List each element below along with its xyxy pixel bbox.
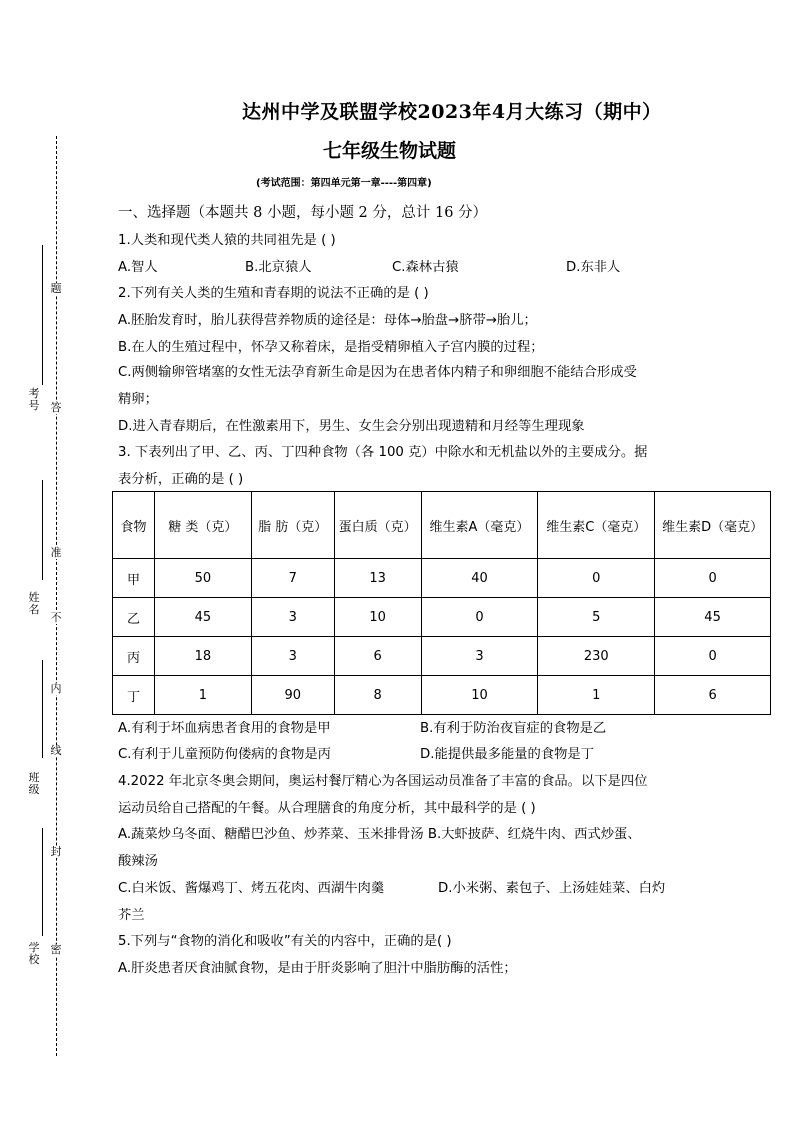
table-cell: 10 <box>421 676 538 715</box>
table-cell: 6 <box>655 676 771 715</box>
table-cell: 8 <box>334 676 421 715</box>
table-header: 维生素D（毫克） <box>655 492 771 559</box>
table-cell: 90 <box>251 676 334 715</box>
table-cell: 乙 <box>113 598 155 637</box>
q4-option-b-cont: 酸辣汤 <box>118 854 158 869</box>
table-cell: 丙 <box>113 637 155 676</box>
table-cell: 6 <box>334 637 421 676</box>
table-row <box>113 676 771 715</box>
q4-stem-cont: 运动员给自己搭配的午餐。从合理膳食的角度分析，其中最科学的是 ( ) <box>118 801 536 816</box>
table-cell: 0 <box>421 598 538 637</box>
school-underline <box>42 828 43 936</box>
label-name: 姓名 <box>28 591 40 616</box>
q5-option-a: A.肝炎患者厌食油腻食物，是由于肝炎影响了胆汁中脂肪酶的活性； <box>118 961 517 976</box>
table-cell: 1 <box>538 676 655 715</box>
table-cell: 50 <box>154 559 251 598</box>
label-exam-number: 考号 <box>28 387 40 412</box>
seal-char-mi: 密 <box>50 943 62 956</box>
seal-char-xian: 线 <box>50 744 62 757</box>
table-header: 食物 <box>113 492 155 559</box>
seal-char-ti: 题 <box>50 282 62 295</box>
table-cell: 230 <box>538 637 655 676</box>
q1-stem: 1.人类和现代类人猿的共同祖先是 ( ) <box>118 233 336 248</box>
q4-option-d-cont: 芥兰 <box>118 908 145 923</box>
q3-option-a: A.有利于坏血病患者食用的食物是甲 <box>118 721 331 736</box>
seal-char-feng: 封 <box>50 845 62 858</box>
table-cell: 0 <box>538 559 655 598</box>
q4-option-d: D.小米粥、素包子、上汤娃娃菜、白灼 <box>438 881 666 896</box>
table-cell: 7 <box>251 559 334 598</box>
exam-title: 达州中学及联盟学校2023年4月大练习（期中） <box>242 101 662 123</box>
table-header: 脂 肪（克） <box>251 492 334 559</box>
table-cell: 3 <box>421 637 538 676</box>
label-school: 学校 <box>28 941 40 966</box>
table-cell: 甲 <box>113 559 155 598</box>
q3-option-c: C.有利于儿童预防佝偻病的食物是丙 <box>118 747 331 762</box>
q4-option-ab: A.蔬菜炒乌冬面、糖醋巴沙鱼、炒荞菜、玉米排骨汤 B.大虾披萨、红烧牛肉、西式炒蛋、 <box>118 827 641 842</box>
seal-char-da: 答 <box>50 401 62 414</box>
q2-option-b: B.在人的生殖过程中，怀孕又称着床，是指受精卵植入子宫内膜的过程； <box>118 340 544 355</box>
table-header: 蛋白质（克） <box>334 492 421 559</box>
q1-option-d: D.东非人 <box>566 260 621 275</box>
q1-option-a: A.智人 <box>118 260 158 275</box>
table-header-row <box>113 492 771 559</box>
table-cell: 丁 <box>113 676 155 715</box>
q3-option-d: D.能提供最多能量的食物是丁 <box>420 747 595 762</box>
seal-char-nei: 内 <box>50 682 62 695</box>
q2-option-c-cont: 精卵； <box>118 392 158 407</box>
q4-option-c: C.白米饭、酱爆鸡丁、烤五花肉、西湖牛肉羹 <box>118 881 385 896</box>
table-cell: 10 <box>334 598 421 637</box>
table-header: 糖 类（克） <box>154 492 251 559</box>
q2-option-d: D.进入青春期后，在性激素用下，男生、女生会分别出现遗精和月经等生理现象 <box>118 419 585 434</box>
table-header: 维生素C（毫克） <box>538 492 655 559</box>
q2-option-a: A.胚胎发育时，胎儿获得营养物质的途径是：母体→胎盘→脐带→胎儿； <box>118 313 537 328</box>
q5-stem: 5.下列与“食物的消化和吸收”有关的内容中，正确的是( ) <box>118 934 452 949</box>
table-cell: 40 <box>421 559 538 598</box>
table-cell: 3 <box>251 598 334 637</box>
table-cell: 18 <box>154 637 251 676</box>
seal-char-zhun: 准 <box>50 546 62 559</box>
table-cell: 0 <box>655 559 771 598</box>
exam-subtitle: 七年级生物试题 <box>323 140 457 162</box>
exam-number-underline <box>42 245 43 385</box>
q3-option-b: B.有利于防治夜盲症的食物是乙 <box>420 721 607 736</box>
seal-char-bu: 不 <box>50 611 62 624</box>
table-row <box>113 559 771 598</box>
table-cell: 45 <box>154 598 251 637</box>
q2-option-c: C.两侧输卵管堵塞的女性无法孕育新生命是因为在患者体内精子和卵细胞不能结合形成受 <box>118 365 637 380</box>
table-header: 维生素A（毫克） <box>421 492 538 559</box>
nutrition-table <box>112 491 771 715</box>
table-cell: 0 <box>655 637 771 676</box>
q1-option-c: C.森林古猿 <box>392 260 459 275</box>
table-row <box>113 598 771 637</box>
exam-scope: (考试范围：第四单元第一章----第四章) <box>256 178 432 189</box>
q3-stem-cont: 表分析，正确的是 ( ) <box>118 472 244 487</box>
binding-dashed-line <box>56 136 57 1056</box>
section-heading: 一、选择题（本题共 8 小题，每小题 2 分，总计 16 分） <box>118 205 488 221</box>
table-cell: 13 <box>334 559 421 598</box>
q2-stem: 2.下列有关人类的生殖和青春期的说法不正确的是 ( ) <box>118 286 429 301</box>
class-underline <box>42 660 43 758</box>
table-cell: 3 <box>251 637 334 676</box>
table-cell: 45 <box>655 598 771 637</box>
name-underline <box>42 480 43 580</box>
label-class: 班级 <box>28 771 40 796</box>
q4-stem: 4.2022 年北京冬奥会期间，奥运村餐厅精心为各国运动员准备了丰富的食品。以下是四位 <box>118 774 648 789</box>
q1-option-b: B.北京猿人 <box>245 260 312 275</box>
q3-stem: 3. 下表列出了甲、乙、丙、丁四种食物（各 100 克）中除水和无机盐以外的主要成分。据 <box>118 445 648 460</box>
table-row <box>113 637 771 676</box>
table-cell: 5 <box>538 598 655 637</box>
table-cell: 1 <box>154 676 251 715</box>
